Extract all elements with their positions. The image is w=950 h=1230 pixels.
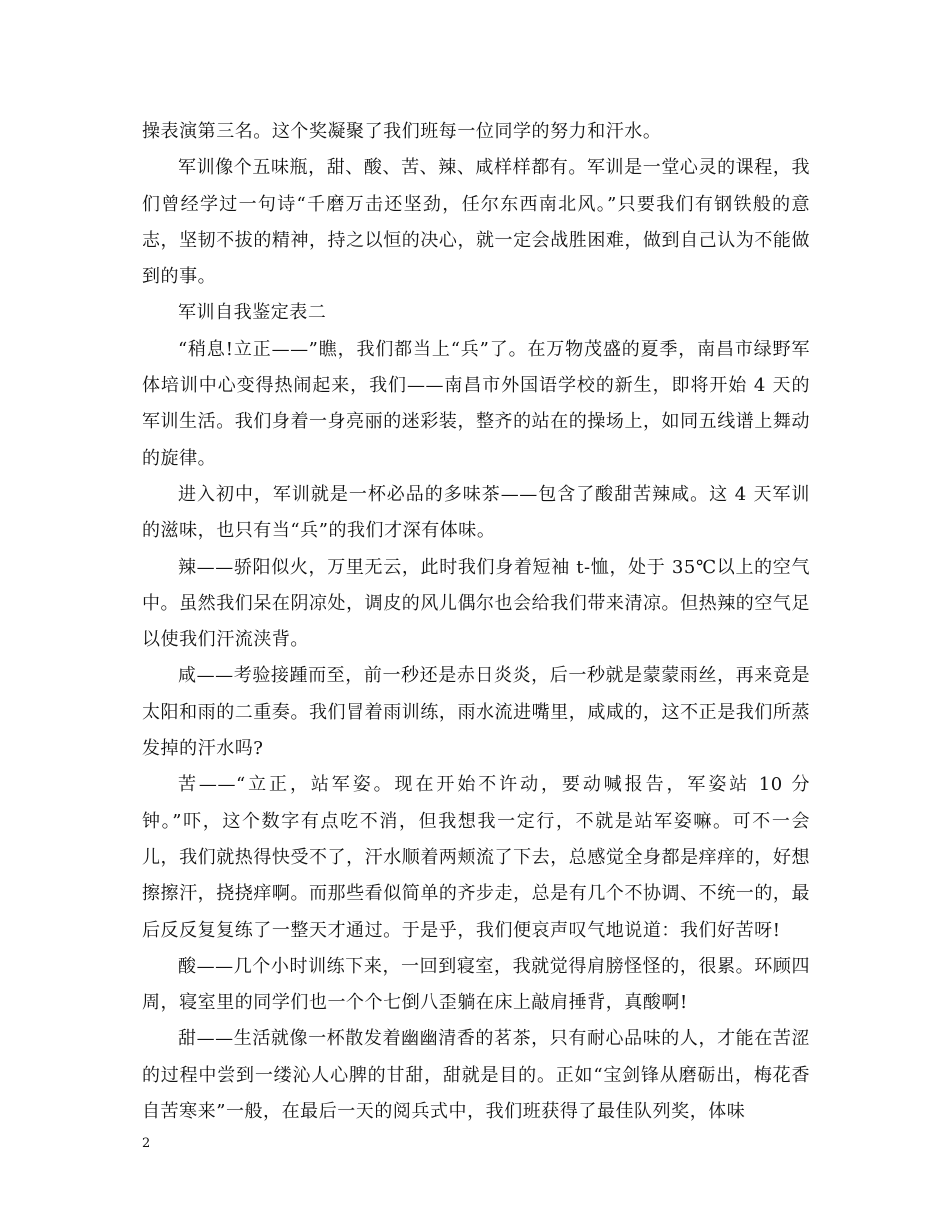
paragraph: 苦——“立正，站军姿。现在开始不许动，要动喊报告，军姿站 10 分钟。”吓，这个数字有点吃不消，但我想我一定行，不就是站军姿嘛。可不一会儿，我们就热得快受不了，汗水顺着两颊流了下去，总感觉全身都是痒痒的，好想擦擦汗，挠挠痒啊。而那些看似简单的齐步走，总是有几个不协调、不统一的，最后反反复复练了一整天才通过。于是乎，我们便哀声叹气地说道：我们好苦呀! <box>142 774 810 941</box>
paragraph: 进入初中，军训就是一杯必品的多味茶——包含了酸甜苦辣咸。这 4 天军训的滋味，也只有当“兵”的我们才深有体味。 <box>142 483 810 542</box>
paragraph: 咸——考验接踵而至，前一秒还是赤日炎炎，后一秒就是蒙蒙雨丝，再来竟是太阳和雨的二重奏。我们冒着雨训练，雨水流进嘴里，咸咸的，这不正是我们所蒸发掉的汗水吗? <box>142 665 810 760</box>
page-number: 2 <box>142 1136 151 1151</box>
paragraph: 操表演第三名。这个奖凝聚了我们班每一位同学的努力和汗水。 <box>142 121 662 142</box>
body-text <box>142 114 810 1130</box>
paragraph: 军训像个五味瓶，甜、酸、苦、辣、咸样样都有。军训是一堂心灵的课程，我们曾经学过一句诗“千磨万击还坚劲，任尔东西南北风。”只要我们有钢铁般的意志，坚韧不拔的精神，持之以恒的决心，就一定会战胜困难，做到自己认为不能做到的事。 <box>142 157 810 288</box>
paragraph: 甜——生活就像一杯散发着幽幽清香的茗茶，只有耐心品味的人，才能在苦涩的过程中尝到一缕沁人心脾的甘甜，甜就是目的。正如“宝剑锋从磨砺出，梅花香自苦寒来”一般，在最后一天的阅兵式中，我们班获得了最佳队列奖，体味 <box>142 1028 810 1123</box>
paragraph: 辣——骄阳似火，万里无云，此时我们身着短袖 t-恤，处于 35℃以上的空气中。虽然我们呆在阴凉处，调皮的风儿偶尔也会给我们带来清凉。但热辣的空气足以使我们汗流浃背。 <box>142 556 810 651</box>
paragraph: “稍息!立正——”瞧，我们都当上“兵”了。在万物茂盛的夏季，南昌市绿野军体培训中心变得热闹起来，我们——南昌市外国语学校的新生，即将开始 4 天的军训生活。我们身着一身亮丽的迷彩装，整齐的站在的操场上，如同五线谱上舞动的旋律。 <box>142 338 810 469</box>
section-heading: 军训自我鉴定表二 <box>178 302 327 324</box>
paragraph: 酸——几个小时训练下来，一回到寝室，我就觉得肩膀怪怪的，很累。环顾四周，寝室里的同学们也一个个七倒八歪躺在床上敲肩捶背，真酸啊! <box>142 955 810 1014</box>
